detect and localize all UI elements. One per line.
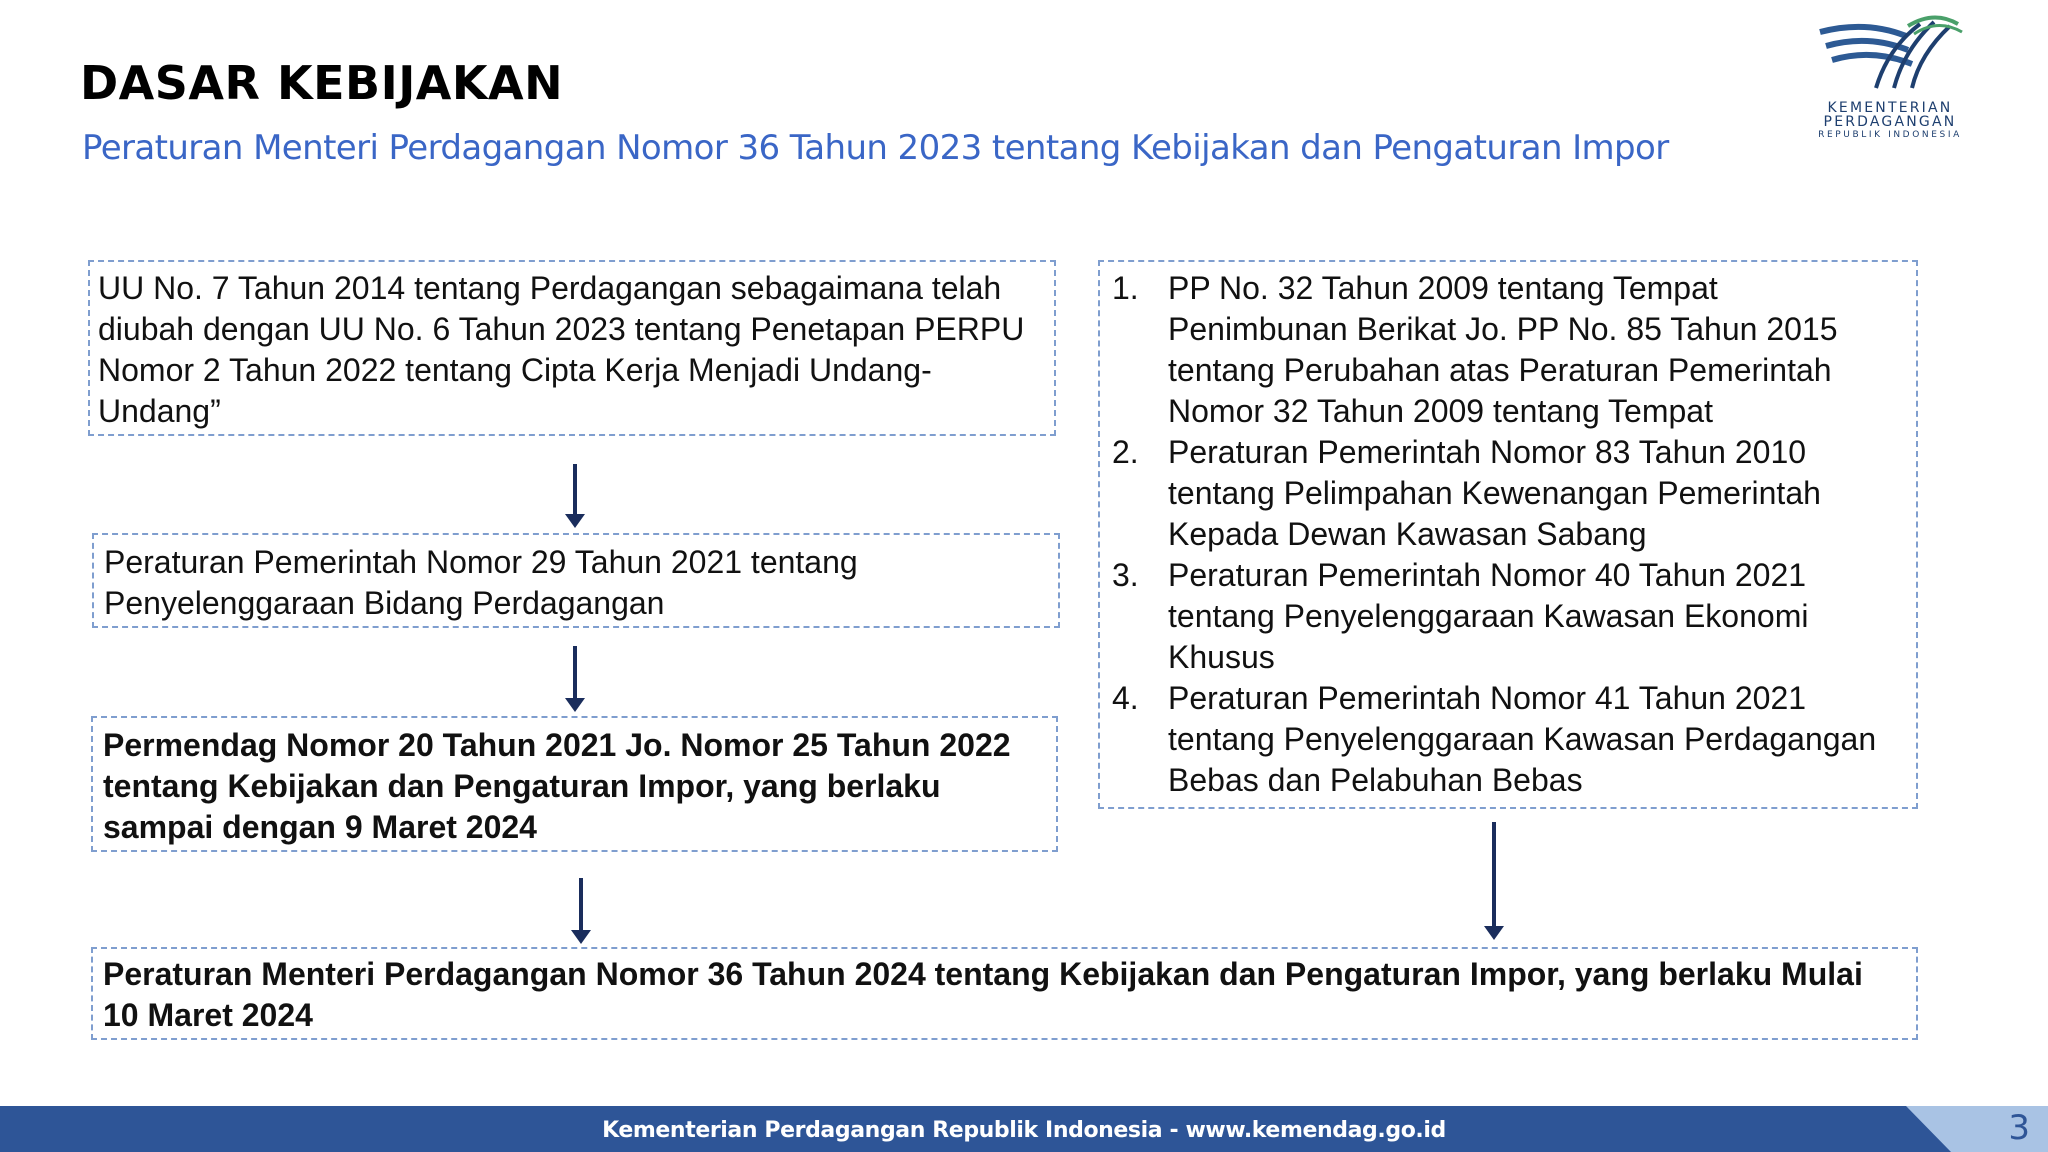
list-item-number: 1. <box>1112 270 1139 306</box>
list-item <box>1112 432 1906 555</box>
list-item-number: 3. <box>1112 557 1139 593</box>
arrow-down-icon <box>1484 822 1504 940</box>
page-number: 3 <box>2008 1108 2030 1148</box>
list-item-text: Peraturan Pemerintah Nomor 41 Tahun 2021 tentang Penyelenggaraan Kawasan Perdagangan Bebas dan Pelabuhan Bebas <box>1168 680 1877 798</box>
logo-text-republik: REPUBLIK INDONESIA <box>1818 130 1962 140</box>
arrow-down-icon <box>565 646 585 712</box>
list-item-number: 2. <box>1112 434 1139 470</box>
permendag-box: Permendag Nomor 20 Tahun 2021 Jo. Nomor 25 Tahun 2022 tentang Kebijakan dan Pengaturan Impor, yang berlaku sampai dengan 9 Maret 2024 <box>91 716 1058 852</box>
list-item-text: Peraturan Pemerintah Nomor 83 Tahun 2010 tentang Pelimpahan Kewenangan Pemerintah Kepada Dewan Kawasan Sabang <box>1168 434 1821 552</box>
pp-box: Peraturan Pemerintah Nomor 29 Tahun 2021 tentang Penyelenggaraan Bidang Perdagangan <box>92 533 1060 628</box>
regulations-list <box>1112 268 1906 801</box>
list-item-text: Peraturan Pemerintah Nomor 40 Tahun 2021 tentang Penyelenggaraan Kawasan Ekonomi Khusus <box>1168 557 1809 675</box>
list-item-text: PP No. 32 Tahun 2009 tentang Tempat Penimbunan Berikat Jo. PP No. 85 Tahun 2015 tentang Perubahan atas Peraturan Pemerintah Nomor 32 Tahun 2009 tentang Tempat <box>1168 270 1838 429</box>
list-item-number: 4. <box>1112 680 1139 716</box>
list-item <box>1112 555 1906 678</box>
page-subtitle: Peraturan Menteri Perdagangan Nomor 36 Tahun 2023 tentang Kebijakan dan Pengaturan Impor <box>82 128 1669 168</box>
arrow-down-icon <box>571 878 591 944</box>
logo-text-kementerian: KEMENTERIAN <box>1827 100 1953 116</box>
footer-text: Kementerian Perdagangan Republik Indonesia - www.kemendag.go.id <box>602 1118 1446 1143</box>
kemendag-logo-icon <box>1816 10 1966 98</box>
page-title: DASAR KEBIJAKAN <box>80 56 564 110</box>
final-regulation-box: Peraturan Menteri Perdagangan Nomor 36 Tahun 2024 tentang Kebijakan dan Pengaturan Impor, yang berlaku Mulai 10 Maret 2024 <box>91 947 1918 1040</box>
list-item <box>1112 268 1906 432</box>
regulations-box <box>1098 260 1918 809</box>
arrow-down-icon <box>565 464 585 528</box>
kemendag-logo <box>1788 10 1988 140</box>
list-item <box>1112 678 1906 801</box>
uu-box: UU No. 7 Tahun 2014 tentang Perdagangan sebagaimana telah diubah dengan UU No. 6 Tahun 2023 tentang Penetapan PERPU Nomor 2 Tahun 2022 tentang Cipta Kerja Menjadi Undang-Undang” <box>88 260 1056 436</box>
logo-text-perdagangan: PERDAGANGAN <box>1823 114 1957 130</box>
